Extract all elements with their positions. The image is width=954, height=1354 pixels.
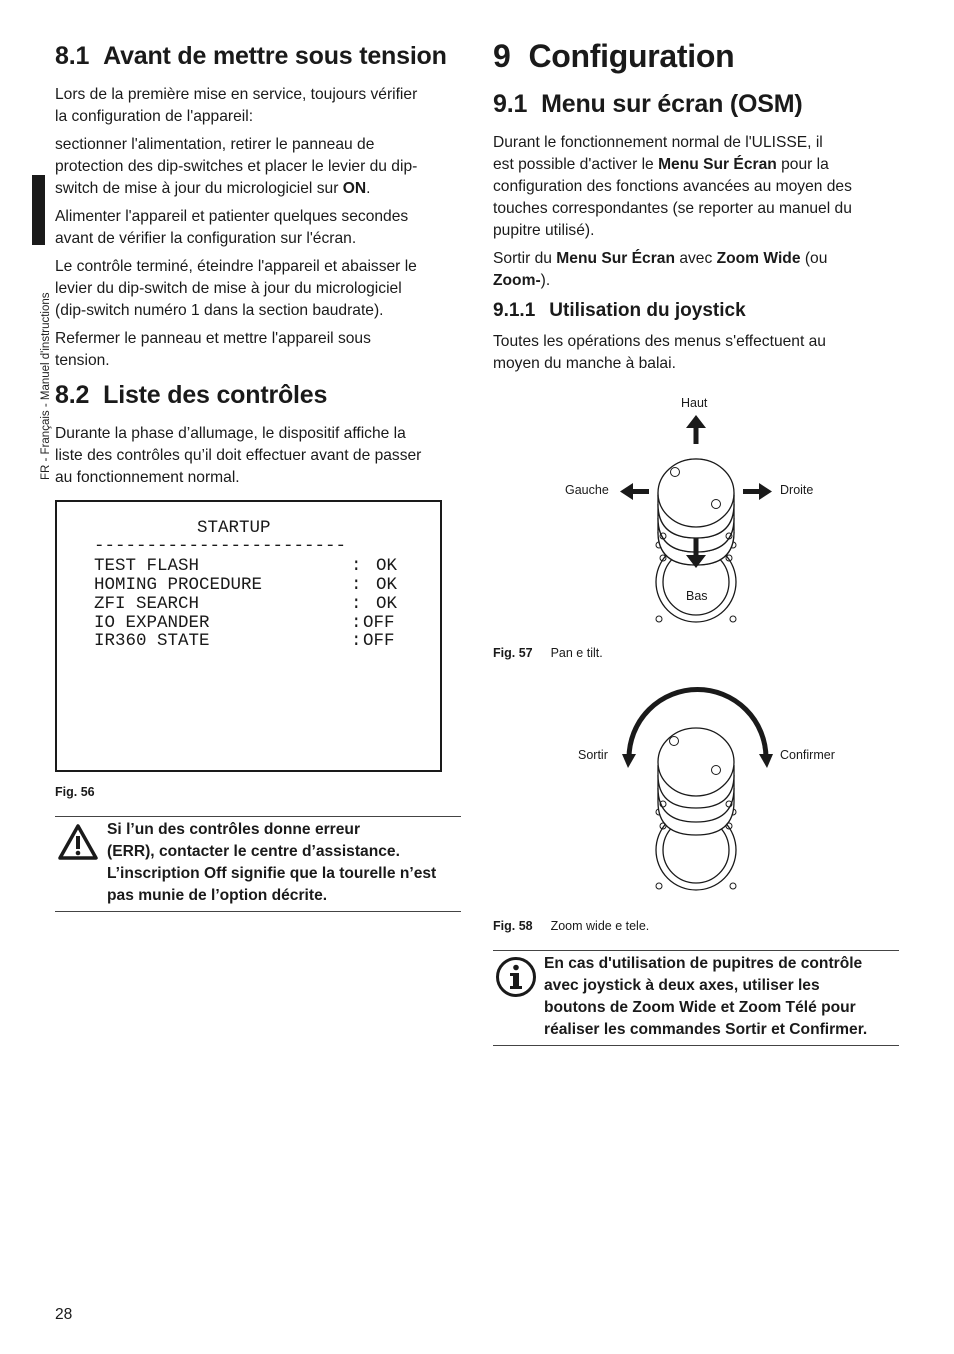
section-8-1-heading [55, 42, 461, 71]
warning-triangle-icon [57, 823, 99, 861]
chapter-9-heading [493, 38, 899, 75]
section-9-1-1-heading [493, 300, 899, 322]
section-9-1-body [493, 132, 899, 292]
section-title: Avant de mettre sous tension [103, 42, 447, 70]
info-text: En cas d'utilisation de pupitres de contrôle avec joystick à deux axes, utiliser les boutons de Zoom Wide et Zoom Télé pour réaliser les commandes Sortir et Confirmer. [544, 955, 868, 1038]
section-number: 9.1 [493, 90, 528, 118]
screen-row-sep: : [351, 556, 362, 576]
paragraph: Le contrôle terminé, éteindre l'appareil et abaisser le levier du dip-switch de mise à jour du micrologiciel (dip-switch numéro 1 dans la section baudrate). [55, 258, 417, 319]
side-language-label: FR - Français - Manuel d'instructions [40, 292, 52, 480]
screen-row-value: OK [376, 575, 398, 595]
screen-row-sep: : [351, 575, 362, 595]
section-9-1-heading [493, 90, 899, 119]
screen-row-label: IR360 STATE [94, 631, 210, 651]
label-up: Haut [681, 396, 708, 410]
side-tab-marker [32, 175, 45, 245]
joystick-zoom-diagram [560, 680, 840, 910]
paragraph: Toutes les opérations des menus s'effectuent au moyen du manche à balai. [493, 333, 826, 372]
screen-row-value: OK [376, 594, 398, 614]
label-exit: Sortir [578, 748, 608, 762]
section-number: 8.2 [55, 381, 90, 409]
screen-row-label: TEST FLASH [94, 556, 200, 576]
screen-row-value: OFF [363, 613, 395, 633]
screen-title: STARTUP [197, 518, 271, 538]
screen-row-label: HOMING PROCEDURE [94, 575, 263, 595]
warning-note [55, 816, 461, 912]
info-icon [495, 956, 537, 998]
section-title: Liste des contrôles [103, 381, 328, 409]
paragraph: sectionner l'alimentation, retirer le panneau de protection des dip-switches et placer le levier du dip- switch de mise à jour du micrologiciel sur ON. [55, 136, 418, 197]
section-8-2-body [55, 423, 461, 489]
page-number: 28 [55, 1306, 73, 1323]
screen-row-sep: : [351, 594, 362, 614]
section-title: Menu sur écran (OSM) [541, 90, 803, 118]
section-8-2-heading [55, 381, 461, 410]
paragraph: Alimenter l'appareil et patienter quelques secondes avant de vérifier la configuration sur l'écran. [55, 208, 409, 247]
section-8-1-body [55, 84, 461, 372]
paragraph: Sortir du Menu Sur Écran avec Zoom Wide (ou Zoom-). [493, 250, 828, 289]
label-down: Bas [686, 589, 708, 603]
screen-row-sep: : [351, 613, 362, 633]
warning-text: Si l’un des contrôles donne erreur (ERR), contacter le centre d’assistance. L’inscription Off signifie que la tourelle n’est pas munie de l’option décrite. [107, 821, 437, 904]
startup-screen [55, 500, 442, 772]
info-note [493, 950, 899, 1046]
screen-row-label: ZFI SEARCH [94, 594, 200, 614]
screen-row-label: IO EXPANDER [94, 613, 210, 633]
screen-row-sep: : [351, 631, 362, 651]
paragraph: Lors de la première mise en service, toujours vérifier la configuration de l'appareil: [55, 86, 418, 125]
screen-row-value: OK [376, 556, 398, 576]
label-left: Gauche [565, 483, 609, 497]
section-number: 8.1 [55, 42, 90, 70]
chapter-title: Configuration [528, 38, 735, 74]
figure-caption: Fig. 57 Pan e tilt. [493, 646, 603, 660]
chapter-number: 9 [493, 38, 511, 74]
screen-rule: ------------------------ [94, 536, 347, 556]
label-confirm: Confirmer [780, 748, 835, 762]
section-number: 9.1.1 [493, 300, 536, 321]
paragraph: Durant le fonctionnement normal de l'ULISSE, il est possible d'activer le Menu Sur Écran pour la configuration des fonctions avancées au moyen des touches correspondantes (se reporter au manuel du pupitre utilisé). [493, 134, 852, 239]
paragraph: Refermer le panneau et mettre l'appareil sous tension. [55, 330, 371, 369]
screen-row-value: OFF [363, 631, 395, 651]
figure-caption: Fig. 58 Zoom wide e tele. [493, 919, 650, 933]
section-9-1-1-body [493, 331, 899, 375]
section-title: Utilisation du joystick [549, 300, 746, 321]
paragraph: Durante la phase d’allumage, le dispositif affiche la liste des contrôles qu’il doit effectuer avant de passer au fonctionnement normal. [55, 425, 422, 486]
figure-label: Fig. 56 [55, 785, 95, 799]
label-right: Droite [780, 483, 814, 497]
